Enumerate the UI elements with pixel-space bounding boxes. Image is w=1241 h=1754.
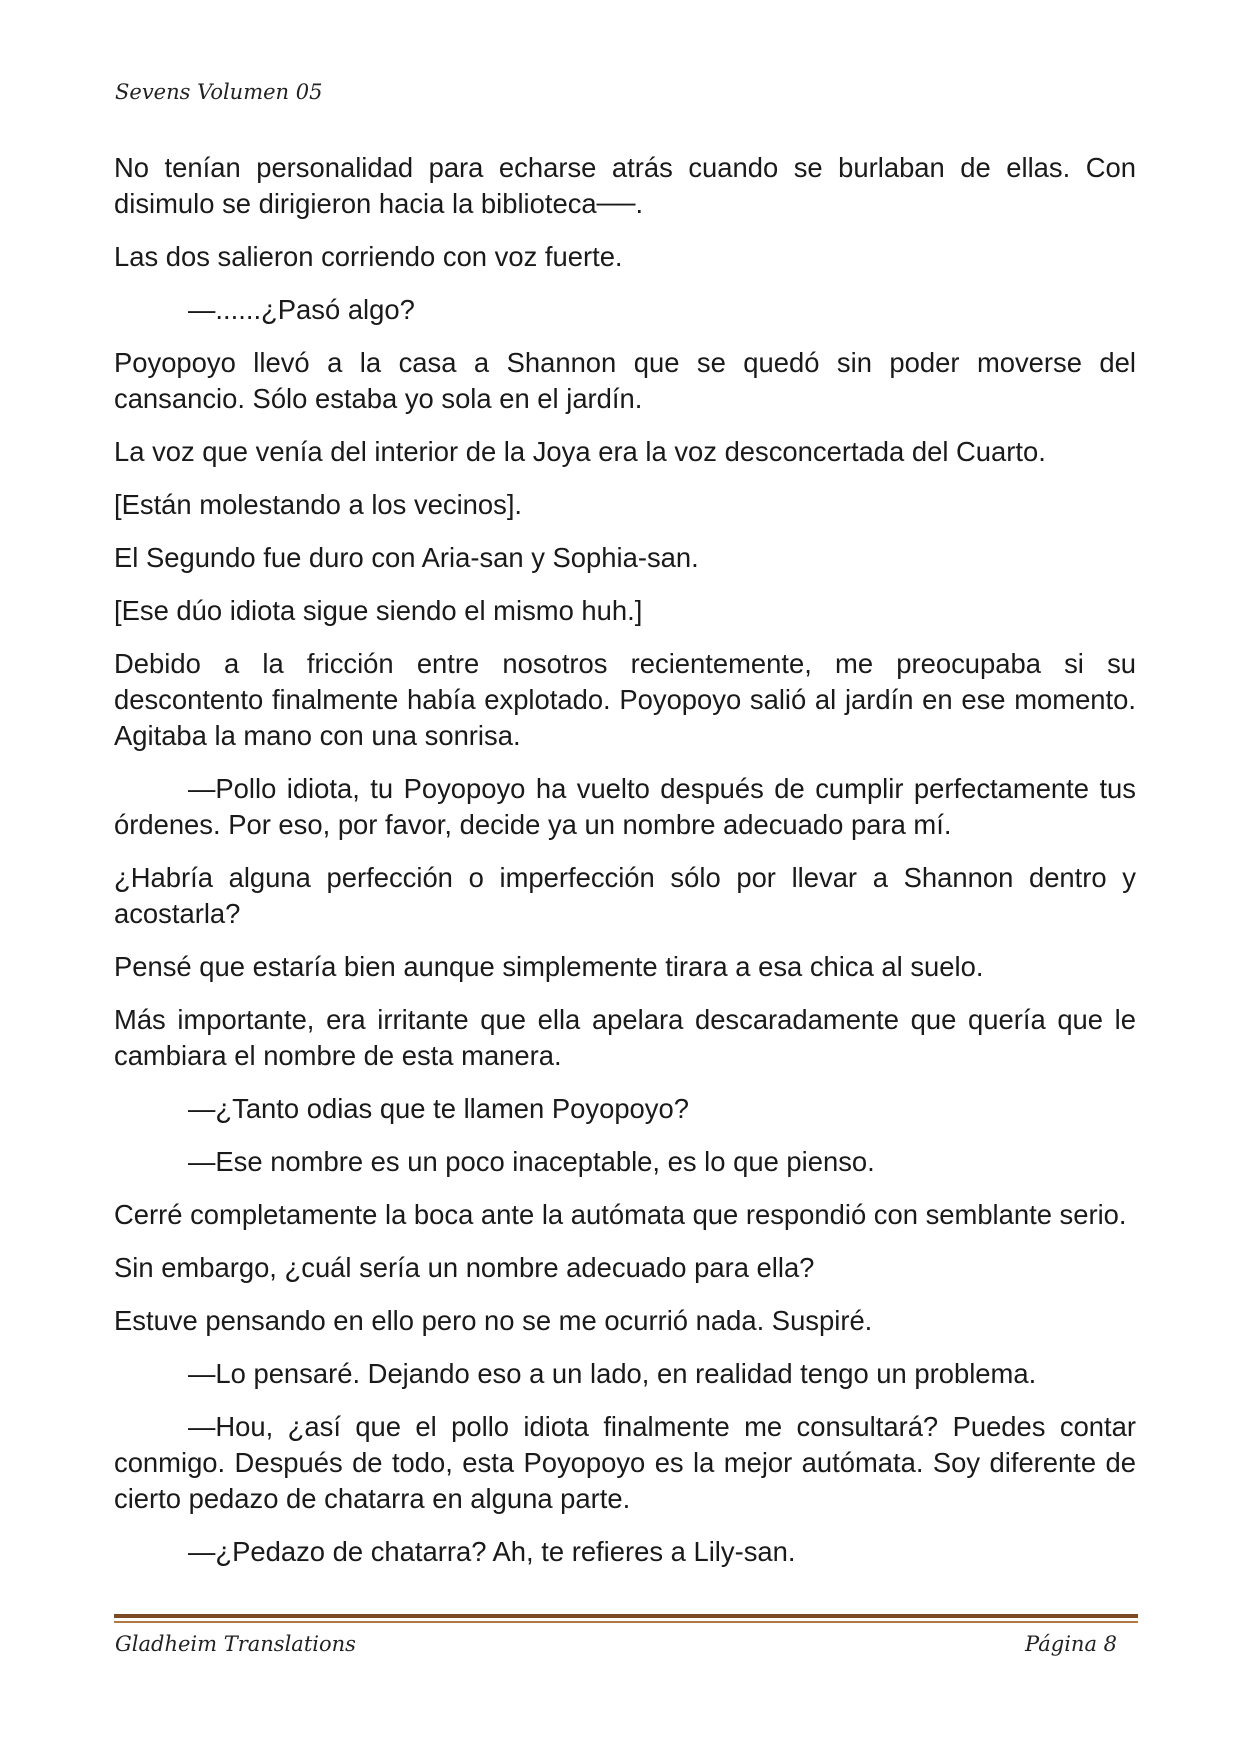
- paragraph: Poyopoyo llevó a la casa a Shannon que se quedó sin poder moverse del cansancio. Sólo estaba yo sola en el jardín.: [114, 347, 1136, 414]
- running-header: Sevens Volumen 05: [115, 80, 323, 104]
- dialog-line: —Hou, ¿así que el pollo idiota finalmente me consultará? Puedes contar conmigo. Después de todo, esta Poyopoyo es la mejor autómata. Soy diferente de cierto pedazo de chatarra en alguna parte.: [114, 1411, 1136, 1514]
- paragraph: La voz que venía del interior de la Joya era la voz desconcertada del Cuarto.: [114, 436, 1046, 467]
- paragraph: Cerré completamente la boca ante la autómata que respondió con semblante serio.: [114, 1199, 1127, 1230]
- dialog-line: —¿Pedazo de chatarra? Ah, te refieres a Lily-san.: [188, 1536, 796, 1567]
- paragraph: Estuve pensando en ello pero no se me ocurrió nada. Suspiré.: [114, 1305, 873, 1336]
- paragraph: [Ese dúo idiota sigue siendo el mismo huh.]: [114, 595, 643, 626]
- paragraph: Sin embargo, ¿cuál sería un nombre adecuado para ella?: [114, 1252, 815, 1283]
- paragraph: Más importante, era irritante que ella apelara descaradamente que quería que le cambiara el nombre de esta manera.: [114, 1004, 1136, 1071]
- paragraph: [Están molestando a los vecinos].: [114, 489, 523, 520]
- footer-credit: Gladheim Translations: [115, 1632, 356, 1656]
- paragraph: No tenían personalidad para echarse atrás cuando se burlaban de ellas. Con disimulo se dirigieron hacia la biblioteca──.: [114, 152, 1136, 219]
- dialog-line: —Lo pensaré. Dejando eso a un lado, en realidad tengo un problema.: [188, 1358, 1037, 1389]
- footer-divider-thin: [114, 1621, 1138, 1623]
- dialog-line: —Ese nombre es un poco inaceptable, es lo que pienso.: [188, 1146, 875, 1177]
- dialog-line: —......¿Pasó algo?: [188, 294, 415, 325]
- footer-divider: [114, 1614, 1138, 1618]
- paragraph: El Segundo fue duro con Aria-san y Sophia-san.: [114, 542, 699, 573]
- body-text: [114, 150, 1136, 1587]
- paragraph: Debido a la fricción entre nosotros recientemente, me preocupaba si su descontento finalmente había explotado. Poyopoyo salió al jardín en ese momento. Agitaba la mano con una sonrisa.: [114, 648, 1136, 751]
- dialog-line: —¿Tanto odias que te llamen Poyopoyo?: [188, 1093, 689, 1124]
- dialog-line: —Pollo idiota, tu Poyopoyo ha vuelto después de cumplir perfectamente tus órdenes. Por eso, por favor, decide ya un nombre adecuado para mí.: [114, 773, 1136, 840]
- paragraph: ¿Habría alguna perfección o imperfección sólo por llevar a Shannon dentro y acostarla?: [114, 862, 1136, 929]
- paragraph: Las dos salieron corriendo con voz fuerte.: [114, 241, 623, 272]
- page-number: Página 8: [1025, 1632, 1117, 1656]
- paragraph: Pensé que estaría bien aunque simplemente tirara a esa chica al suelo.: [114, 951, 984, 982]
